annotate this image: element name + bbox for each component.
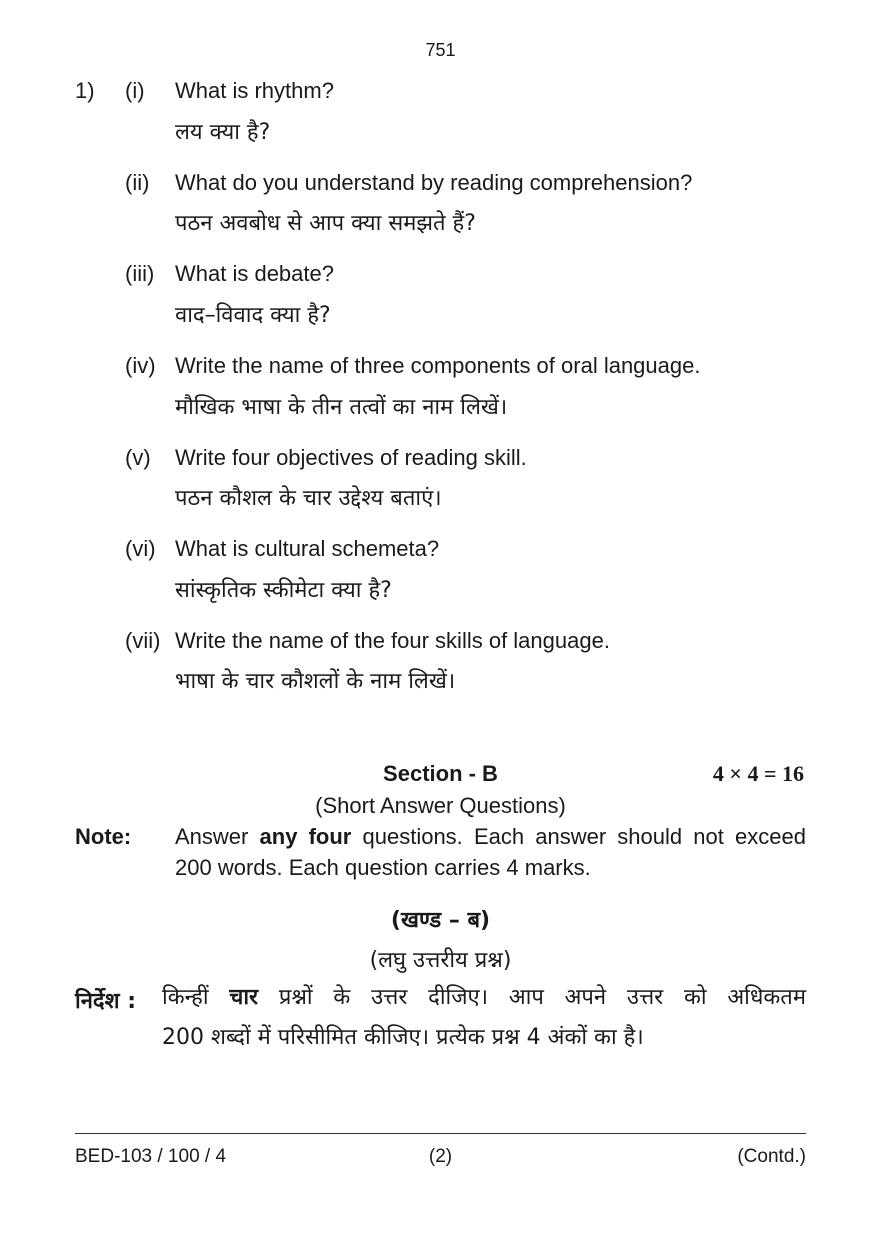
question-text-en: What is cultural schemeta? xyxy=(175,536,440,561)
question-text-hi: पठन अवबोध से आप क्या समझते हैं? xyxy=(175,211,476,236)
sub-question-number: (i) xyxy=(125,78,145,103)
note-emphasis: any four xyxy=(259,824,352,849)
question-number: 1) xyxy=(75,78,95,103)
question-text-en: Write four objectives of reading skill. xyxy=(175,445,527,470)
note-text-hi-line1 xyxy=(162,978,806,1018)
question-text-hi: पठन कौशल के चार उद्देश्य बताएं। xyxy=(175,486,442,511)
sub-question-number: (ii) xyxy=(125,170,150,195)
footer-divider xyxy=(75,1133,806,1134)
footer-contd: (Contd.) xyxy=(737,1146,806,1167)
section-title-hi: (खण्ड – ब) xyxy=(390,908,491,933)
question-text-hi: सांस्कृतिक स्कीमेटा क्या है? xyxy=(175,578,392,603)
section-subtitle: (Short Answer Questions) xyxy=(315,793,566,818)
note-text-part: किन्हीं xyxy=(162,985,230,1010)
section-subtitle-hi: (लघु उत्तरीय प्रश्न) xyxy=(369,948,512,973)
question-text-hi: वाद–विवाद क्या है? xyxy=(175,303,331,328)
page-code: 751 xyxy=(425,40,456,60)
note-text-part: प्रश्नों के उत्तर दीजिए। आप अपने उत्तर को अधिकतम xyxy=(258,985,806,1010)
question-text-hi: मौखिक भाषा के तीन तत्वों का नाम लिखें। xyxy=(175,395,508,420)
note-emphasis-hi: चार xyxy=(229,985,259,1010)
question-text-en: Write the name of the four skills of language. xyxy=(175,628,610,653)
note-label-hi: निर्देश : xyxy=(75,989,137,1014)
note-text-part: Answer xyxy=(175,824,260,849)
footer-page-number: (2) xyxy=(428,1146,453,1167)
sub-question-number: (iv) xyxy=(125,353,156,378)
footer-paper-code: BED-103 / 100 / 4 xyxy=(75,1146,227,1167)
question-text-en: What is debate? xyxy=(175,261,334,286)
note-text-hi xyxy=(162,978,806,1058)
question-text-en: What is rhythm? xyxy=(175,78,334,103)
question-text-en: Write the name of three components of oral language. xyxy=(175,353,701,378)
sub-question-number: (v) xyxy=(125,445,151,470)
question-text-hi: लय क्या है? xyxy=(175,120,271,145)
sub-question-number: (iii) xyxy=(125,261,155,286)
note-text xyxy=(175,821,806,883)
note-label: Note: xyxy=(75,824,132,849)
note-text-part: questions. Each answer should not exceed 200 words. Each question carries 4 marks. xyxy=(175,824,806,880)
sub-question-number: (vi) xyxy=(125,536,156,561)
section-title: Section - B xyxy=(383,761,498,786)
question-text-hi: भाषा के चार कौशलों के नाम लिखें। xyxy=(175,669,456,694)
section-marks: 4 × 4 = 16 xyxy=(712,761,804,786)
note-text-hi-line2: 200 शब्दों में परिसीमित कीजिए। प्रत्येक प्रश्न 4 अंकों का है। xyxy=(162,1025,644,1050)
sub-question-number: (vii) xyxy=(125,628,161,653)
question-text-en: What do you understand by reading comprehension? xyxy=(175,170,693,195)
